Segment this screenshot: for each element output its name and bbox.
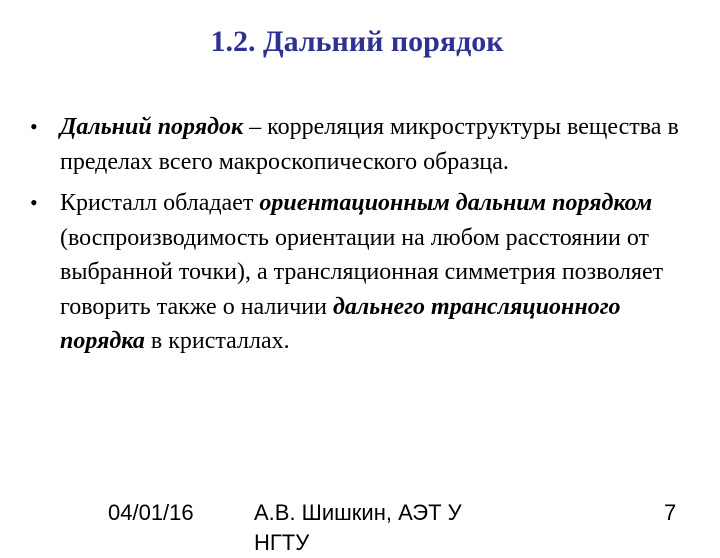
term-emphasis: дальнего трансляционного порядка [60,293,621,354]
footer-date: 04/01/16 [108,500,194,525]
footer-page-number: 7 [664,500,677,525]
bullet-icon: • [30,114,38,139]
bullet-text: Кристалл обладает [60,190,260,216]
footer-author: А.В. Шишкин, АЭТ У НГТУ [254,500,462,555]
bullet-text: (воспроизводимость ориентации на любом расстоянии от выбранной точки), а трансляционная симметрия позволяет говорить также о наличии [60,224,664,320]
bullet-item [26,186,706,359]
bullet-text: в кристаллах. [144,328,290,354]
bullet-list [26,110,706,366]
bullet-text: – корреляция микроструктуры вещества в пределах всего макроскопического образца. [60,114,679,175]
term-emphasis: Дальний порядок [60,114,244,140]
bullet-icon: • [30,190,38,215]
term-emphasis: ориентационным дальним порядком [259,190,653,216]
slide-title: 1.2. Дальний порядок [210,25,504,58]
bullet-item [26,110,706,179]
